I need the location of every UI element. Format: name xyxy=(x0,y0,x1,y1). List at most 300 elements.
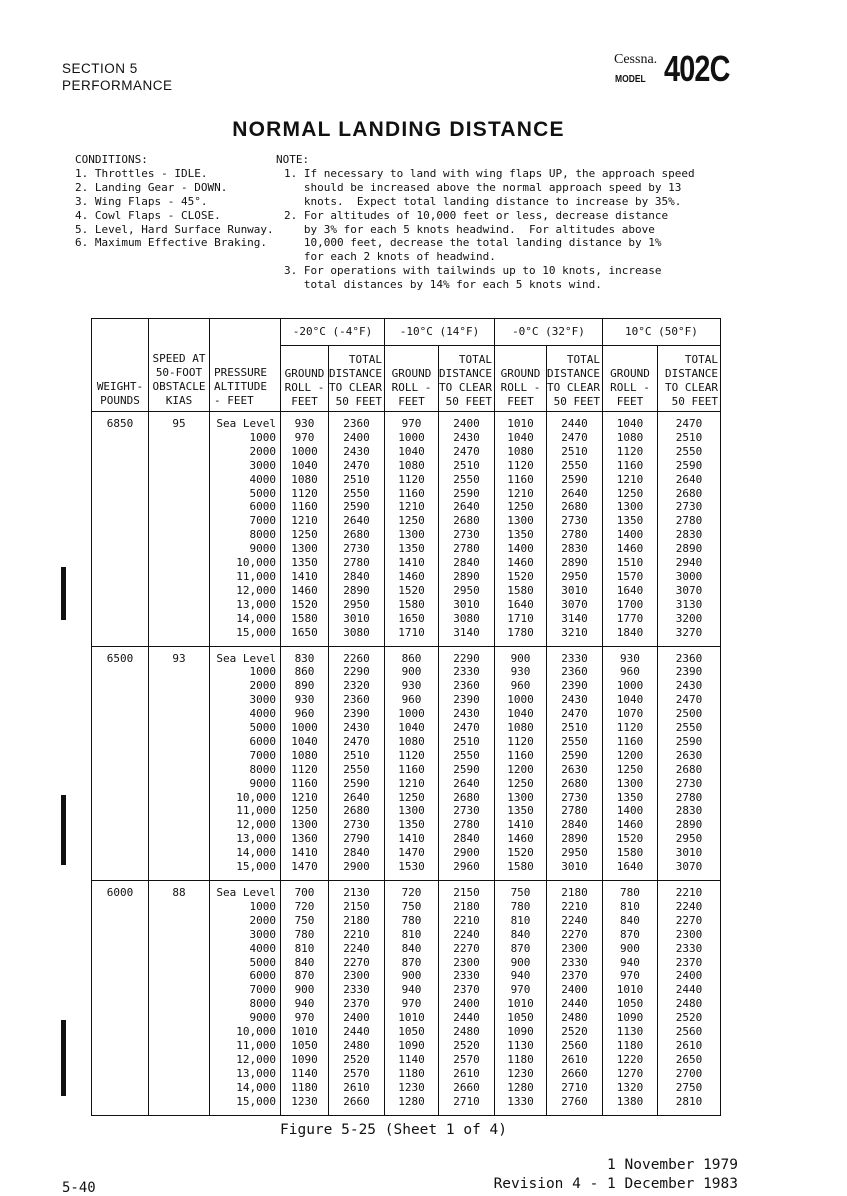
distance-value: 1580 xyxy=(616,846,644,860)
distance-value: 970 xyxy=(401,997,422,1011)
distance-value: 2440 xyxy=(561,997,588,1011)
distance-value: 1130 xyxy=(616,1025,644,1039)
distance-value: 960 xyxy=(401,693,422,707)
distance-value: 2730 xyxy=(453,528,480,542)
distance-value: 2360 xyxy=(675,651,703,665)
distance-value: 1300 xyxy=(291,818,318,832)
altitude-value: 2000 xyxy=(249,913,276,927)
altitude-value: Sea Level xyxy=(216,886,276,899)
distance-value: 900 xyxy=(510,955,531,969)
distance-value: 1460 xyxy=(398,569,425,583)
distance-value: 2840 xyxy=(453,832,480,846)
distance-value: 1230 xyxy=(291,1094,318,1108)
distance-value: 2640 xyxy=(675,472,703,486)
altitude-value: 13,000 xyxy=(236,1066,276,1080)
distance-value: 2680 xyxy=(343,804,370,818)
distance-value: 1410 xyxy=(507,818,534,832)
revision-date: Revision 4 - 1 December 1983 xyxy=(493,1176,738,1192)
distance-value: 1250 xyxy=(398,514,425,528)
altitude-cell xyxy=(210,646,281,881)
altitude-value: 10,000 xyxy=(236,790,276,804)
distance-value: 1120 xyxy=(398,748,425,762)
distance-value: 2440 xyxy=(675,983,703,997)
distance-value: 2300 xyxy=(561,941,588,955)
distance-value: 3080 xyxy=(453,611,480,625)
distance-value: 1050 xyxy=(616,997,644,1011)
distance-value: 1580 xyxy=(507,860,534,874)
distance-value: 3010 xyxy=(453,597,480,611)
distance-value: 1180 xyxy=(398,1066,425,1080)
distance-value: 1250 xyxy=(398,790,425,804)
distance-value: 1230 xyxy=(507,1066,534,1080)
distance-value: 1000 xyxy=(616,679,644,693)
total-distance-cell xyxy=(547,881,603,1116)
distance-value: 970 xyxy=(294,430,315,444)
distance-value: 1200 xyxy=(616,748,644,762)
distance-value: 1080 xyxy=(398,458,425,472)
note-item: 2. For altitudes of 10,000 feet or less, decrease distance by 3% for each 5 knots headwind. For altitudes above 10,000 feet, decrease the total landing distance by 1% for each 2 knots of headwind. xyxy=(284,208,669,264)
ground-roll-cell xyxy=(385,646,439,881)
distance-value: 1280 xyxy=(398,1094,425,1108)
distance-value: 1180 xyxy=(616,1038,644,1052)
distance-value: 2240 xyxy=(561,913,588,927)
distance-value: 1380 xyxy=(616,1094,644,1108)
ground-roll-cell xyxy=(281,646,329,881)
distance-value: 2390 xyxy=(453,693,480,707)
distance-value: 1410 xyxy=(291,569,318,583)
distance-value: 2950 xyxy=(343,597,370,611)
distance-value: 1350 xyxy=(291,556,318,570)
distance-value: 1580 xyxy=(398,597,425,611)
distance-value: 810 xyxy=(510,913,531,927)
distance-value: 900 xyxy=(510,651,531,665)
distance-value: 2840 xyxy=(343,569,370,583)
distance-value: 2470 xyxy=(675,417,703,430)
distance-value: 3010 xyxy=(561,583,588,597)
distance-value: 1460 xyxy=(291,583,318,597)
header-total-distance: TOTAL DISTANCE TO CLEAR 50 FEET xyxy=(657,346,720,412)
altitude-value: 6000 xyxy=(249,500,276,514)
distance-value: 2300 xyxy=(453,955,480,969)
model-number: 402C xyxy=(664,48,730,89)
condition-item: 6. Maximum Effective Braking. xyxy=(75,236,268,250)
distance-value: 2790 xyxy=(343,832,370,846)
ground-roll-cell xyxy=(495,646,547,881)
distance-value: 3270 xyxy=(675,625,703,639)
distance-value: 2960 xyxy=(453,860,480,874)
page-title-text: NORMAL LANDING DISTANCE xyxy=(232,118,565,141)
distance-value: 1120 xyxy=(398,472,425,486)
distance-value: 1300 xyxy=(616,500,644,514)
altitude-value: 5000 xyxy=(249,955,276,969)
distance-value: 1160 xyxy=(398,486,425,500)
distance-value: 2680 xyxy=(675,762,703,776)
distance-value: 1200 xyxy=(507,762,534,776)
weight-group-row xyxy=(92,412,721,647)
distance-value: 2940 xyxy=(675,556,703,570)
distance-value: 1090 xyxy=(291,1052,318,1066)
total-distance-cell xyxy=(329,646,385,881)
distance-value: 720 xyxy=(294,899,315,913)
distance-value: 1120 xyxy=(616,721,644,735)
distance-value: 1520 xyxy=(398,583,425,597)
total-distance-cell xyxy=(439,412,495,647)
distance-value: 1250 xyxy=(291,804,318,818)
distance-value: 1320 xyxy=(616,1080,644,1094)
distance-value: 2480 xyxy=(343,1038,370,1052)
distance-value: 2520 xyxy=(675,1011,703,1025)
distance-value: 2470 xyxy=(561,707,588,721)
altitude-value: 1000 xyxy=(249,899,276,913)
distance-value: 2890 xyxy=(561,832,588,846)
header-ground-roll: GROUND ROLL - FEET xyxy=(602,346,657,412)
distance-value: 2520 xyxy=(343,1052,370,1066)
distance-value: 1160 xyxy=(616,734,644,748)
distance-value: 2840 xyxy=(561,818,588,832)
distance-value: 2890 xyxy=(343,583,370,597)
distance-value: 2830 xyxy=(675,804,703,818)
distance-value: 2640 xyxy=(343,514,370,528)
distance-value: 2840 xyxy=(453,556,480,570)
distance-value: 2210 xyxy=(453,913,480,927)
distance-value: 2780 xyxy=(453,542,480,556)
distance-value: 2780 xyxy=(561,528,588,542)
distance-value: 2730 xyxy=(453,804,480,818)
distance-value: 1010 xyxy=(398,1011,425,1025)
distance-value: 2890 xyxy=(561,556,588,570)
landing-distance-table xyxy=(91,318,721,1116)
distance-value: 930 xyxy=(510,665,531,679)
distance-value: 1050 xyxy=(507,1011,534,1025)
revision-bar xyxy=(61,795,66,865)
distance-value: 1120 xyxy=(291,762,318,776)
distance-value: 1710 xyxy=(398,625,425,639)
distance-value: 1640 xyxy=(616,583,644,597)
distance-value: 2590 xyxy=(343,500,370,514)
distance-value: 2270 xyxy=(561,927,588,941)
header-total-distance: TOTAL DISTANCE TO CLEAR 50 FEET xyxy=(547,346,603,412)
distance-value: 2950 xyxy=(561,846,588,860)
distance-value: 2430 xyxy=(343,444,370,458)
ground-roll-cell xyxy=(602,646,657,881)
distance-value: 1400 xyxy=(507,542,534,556)
distance-value: 1840 xyxy=(616,625,644,639)
distance-value: 2760 xyxy=(561,1094,588,1108)
distance-value: 1160 xyxy=(616,458,644,472)
altitude-value: 3000 xyxy=(249,458,276,472)
distance-value: 1470 xyxy=(398,846,425,860)
distance-value: 2550 xyxy=(675,444,703,458)
distance-value: 2890 xyxy=(675,818,703,832)
distance-value: 830 xyxy=(294,651,315,665)
distance-value: 1000 xyxy=(398,707,425,721)
distance-value: 2560 xyxy=(561,1038,588,1052)
distance-value: 2360 xyxy=(453,679,480,693)
distance-value: 2640 xyxy=(343,790,370,804)
distance-value: 2830 xyxy=(561,542,588,556)
distance-value: 1070 xyxy=(616,707,644,721)
distance-value: 2590 xyxy=(453,762,480,776)
condition-item: 5. Level, Hard Surface Runway. xyxy=(75,222,274,236)
distance-value: 3140 xyxy=(453,625,480,639)
distance-value: 2260 xyxy=(343,651,370,665)
altitude-value: 6000 xyxy=(249,969,276,983)
distance-value: 3010 xyxy=(561,860,588,874)
altitude-value: 15,000 xyxy=(236,1094,276,1108)
distance-value: 1640 xyxy=(616,860,644,874)
distance-value: 1160 xyxy=(291,500,318,514)
condition-item: 3. Wing Flaps - 45°. xyxy=(75,194,208,208)
ground-roll-cell xyxy=(281,412,329,647)
distance-value: 2400 xyxy=(453,417,480,430)
distance-value: 2270 xyxy=(453,941,480,955)
distance-value: 1000 xyxy=(291,444,318,458)
note-item: 3. For operations with tailwinds up to 10 knots, increase total distances by 14% for each 5 knots wind. xyxy=(284,264,662,292)
distance-value: 2210 xyxy=(561,899,588,913)
distance-value: 2470 xyxy=(675,693,703,707)
distance-value: 930 xyxy=(294,417,315,430)
distance-value: 1090 xyxy=(616,1011,644,1025)
distance-value: 940 xyxy=(620,955,640,969)
altitude-value: 6000 xyxy=(249,734,276,748)
altitude-value: 5000 xyxy=(249,721,276,735)
distance-value: 1300 xyxy=(398,528,425,542)
distance-value: 2510 xyxy=(561,721,588,735)
altitude-value: 11,000 xyxy=(236,1038,276,1052)
distance-value: 2400 xyxy=(675,969,703,983)
distance-value: 1140 xyxy=(398,1052,425,1066)
distance-value: 1210 xyxy=(398,500,425,514)
distance-value: 1160 xyxy=(398,762,425,776)
speed-cell: 95 xyxy=(149,412,210,647)
altitude-value: 7000 xyxy=(249,514,276,528)
distance-value: 870 xyxy=(401,955,422,969)
distance-value: 2550 xyxy=(343,762,370,776)
distance-value: 1520 xyxy=(507,846,534,860)
distance-value: 2550 xyxy=(453,472,480,486)
altitude-value: 9000 xyxy=(249,776,276,790)
ground-roll-cell xyxy=(602,412,657,647)
distance-value: 750 xyxy=(401,899,422,913)
distance-value: 1410 xyxy=(398,556,425,570)
distance-value: 2150 xyxy=(453,886,480,899)
distance-value: 2240 xyxy=(675,899,703,913)
distance-value: 1210 xyxy=(616,472,644,486)
distance-value: 2550 xyxy=(561,734,588,748)
altitude-value: 12,000 xyxy=(236,1052,276,1066)
distance-value: 1000 xyxy=(291,721,318,735)
total-distance-cell xyxy=(657,646,720,881)
distance-value: 2730 xyxy=(675,776,703,790)
distance-value: 1210 xyxy=(507,486,534,500)
altitude-value: 7000 xyxy=(249,748,276,762)
distance-value: 2330 xyxy=(453,665,480,679)
distance-value: 2320 xyxy=(343,679,370,693)
page-number: 5-40 xyxy=(62,1180,96,1196)
distance-value: 1710 xyxy=(507,611,534,625)
distance-value: 2750 xyxy=(675,1080,703,1094)
speed-cell: 93 xyxy=(149,646,210,881)
distance-value: 2370 xyxy=(453,983,480,997)
distance-value: 1120 xyxy=(507,458,534,472)
distance-value: 1130 xyxy=(507,1038,534,1052)
notes xyxy=(276,153,695,292)
distance-value: 2270 xyxy=(343,955,370,969)
distance-value: 2180 xyxy=(561,886,588,899)
distance-value: 2180 xyxy=(343,913,370,927)
distance-value: 2440 xyxy=(453,1011,480,1025)
header-temp: -20°C (-4°F) xyxy=(281,319,385,346)
altitude-value: 15,000 xyxy=(236,625,276,639)
distance-value: 2780 xyxy=(561,804,588,818)
altitude-cell xyxy=(210,881,281,1116)
distance-value: 2330 xyxy=(675,941,703,955)
distance-value: 1080 xyxy=(507,721,534,735)
weight-cell: 6850 xyxy=(92,412,149,647)
distance-value: 2480 xyxy=(561,1011,588,1025)
distance-value: 1040 xyxy=(507,707,534,721)
altitude-value: 10,000 xyxy=(236,556,276,570)
distance-value: 3210 xyxy=(561,625,588,639)
distance-value: 1250 xyxy=(291,528,318,542)
altitude-value: 4000 xyxy=(249,707,276,721)
distance-value: 2360 xyxy=(343,693,370,707)
distance-value: 2640 xyxy=(453,500,480,514)
header-total-distance: TOTAL DISTANCE TO CLEAR 50 FEET xyxy=(329,346,385,412)
altitude-cell xyxy=(210,412,281,647)
distance-value: 2300 xyxy=(343,969,370,983)
distance-value: 1580 xyxy=(291,611,318,625)
distance-value: 2630 xyxy=(561,762,588,776)
altitude-value: 4000 xyxy=(249,472,276,486)
distance-value: 1080 xyxy=(291,748,318,762)
distance-value: 3130 xyxy=(675,597,703,611)
distance-value: 1650 xyxy=(291,625,318,639)
distance-value: 930 xyxy=(401,679,422,693)
distance-value: 1570 xyxy=(616,569,644,583)
distance-value: 750 xyxy=(510,886,531,899)
distance-value: 1250 xyxy=(507,500,534,514)
distance-value: 2780 xyxy=(453,818,480,832)
distance-value: 2370 xyxy=(675,955,703,969)
distance-value: 2590 xyxy=(675,734,703,748)
distance-value: 1520 xyxy=(507,569,534,583)
distance-value: 1080 xyxy=(507,444,534,458)
distance-value: 2780 xyxy=(675,514,703,528)
total-distance-cell xyxy=(657,412,720,647)
distance-value: 2780 xyxy=(675,790,703,804)
distance-value: 1120 xyxy=(507,734,534,748)
weight-group-row xyxy=(92,646,721,881)
distance-value: 810 xyxy=(620,899,640,913)
altitude-value: 12,000 xyxy=(236,583,276,597)
distance-value: 2680 xyxy=(675,486,703,500)
distance-value: 2500 xyxy=(675,707,703,721)
distance-value: 1040 xyxy=(291,734,318,748)
altitude-value: Sea Level xyxy=(216,417,276,430)
ground-roll-cell xyxy=(495,881,547,1116)
distance-value: 1040 xyxy=(507,430,534,444)
section-label: SECTION 5 xyxy=(62,61,138,76)
condition-item: 4. Cowl Flaps - CLOSE. xyxy=(75,208,221,222)
distance-value: 1530 xyxy=(398,860,425,874)
distance-value: 1460 xyxy=(507,832,534,846)
distance-value: 780 xyxy=(294,927,315,941)
distance-value: 2590 xyxy=(343,776,370,790)
distance-value: 2130 xyxy=(343,886,370,899)
distance-value: 2360 xyxy=(561,665,588,679)
distance-value: 2730 xyxy=(343,542,370,556)
distance-value: 2400 xyxy=(343,1011,370,1025)
distance-value: 1770 xyxy=(616,611,644,625)
distance-value: 1160 xyxy=(291,776,318,790)
distance-value: 1210 xyxy=(398,776,425,790)
altitude-value: 8000 xyxy=(249,528,276,542)
distance-value: 2700 xyxy=(675,1066,703,1080)
distance-value: 2150 xyxy=(343,899,370,913)
ground-roll-cell xyxy=(385,881,439,1116)
ground-roll-cell xyxy=(281,881,329,1116)
ground-roll-cell xyxy=(385,412,439,647)
distance-value: 2840 xyxy=(343,846,370,860)
distance-value: 1040 xyxy=(616,417,644,430)
distance-value: 1010 xyxy=(507,997,534,1011)
distance-value: 2470 xyxy=(343,734,370,748)
distance-value: 1270 xyxy=(616,1066,644,1080)
distance-value: 1010 xyxy=(291,1025,318,1039)
speed-cell: 88 xyxy=(149,881,210,1116)
distance-value: 940 xyxy=(401,983,422,997)
weight-cell: 6500 xyxy=(92,646,149,881)
altitude-value: 8000 xyxy=(249,762,276,776)
note-item: 1. If necessary to land with wing flaps UP, the approach speed should be increased above the normal approach speed by 13 knots. Expect total landing distance to increase by 35%. xyxy=(284,166,695,208)
distance-value: 2210 xyxy=(343,927,370,941)
distance-value: 2590 xyxy=(561,472,588,486)
distance-value: 1180 xyxy=(291,1080,318,1094)
distance-value: 2650 xyxy=(675,1052,703,1066)
distance-value: 2240 xyxy=(453,927,480,941)
distance-value: 810 xyxy=(294,941,315,955)
distance-value: 2610 xyxy=(675,1038,703,1052)
distance-value: 3000 xyxy=(675,569,703,583)
distance-value: 2430 xyxy=(561,693,588,707)
altitude-value: 14,000 xyxy=(236,611,276,625)
distance-value: 2890 xyxy=(675,542,703,556)
total-distance-cell xyxy=(439,646,495,881)
issue-date: 1 November 1979 xyxy=(607,1157,738,1173)
altitude-value: 15,000 xyxy=(236,860,276,874)
distance-value: 870 xyxy=(510,941,531,955)
distance-value: 2900 xyxy=(343,860,370,874)
distance-value: 2550 xyxy=(675,721,703,735)
distance-value: 810 xyxy=(401,927,422,941)
distance-value: 3010 xyxy=(675,846,703,860)
distance-value: 1050 xyxy=(398,1025,425,1039)
distance-value: 2550 xyxy=(561,458,588,472)
distance-value: 1400 xyxy=(616,528,644,542)
distance-value: 2330 xyxy=(453,969,480,983)
distance-value: 1650 xyxy=(398,611,425,625)
distance-value: 2400 xyxy=(561,983,588,997)
total-distance-cell xyxy=(439,881,495,1116)
distance-value: 1050 xyxy=(291,1038,318,1052)
distance-value: 970 xyxy=(510,983,531,997)
distance-value: 1300 xyxy=(291,542,318,556)
distance-value: 860 xyxy=(401,651,422,665)
distance-value: 1230 xyxy=(398,1080,425,1094)
distance-value: 2890 xyxy=(453,569,480,583)
distance-value: 2550 xyxy=(453,748,480,762)
